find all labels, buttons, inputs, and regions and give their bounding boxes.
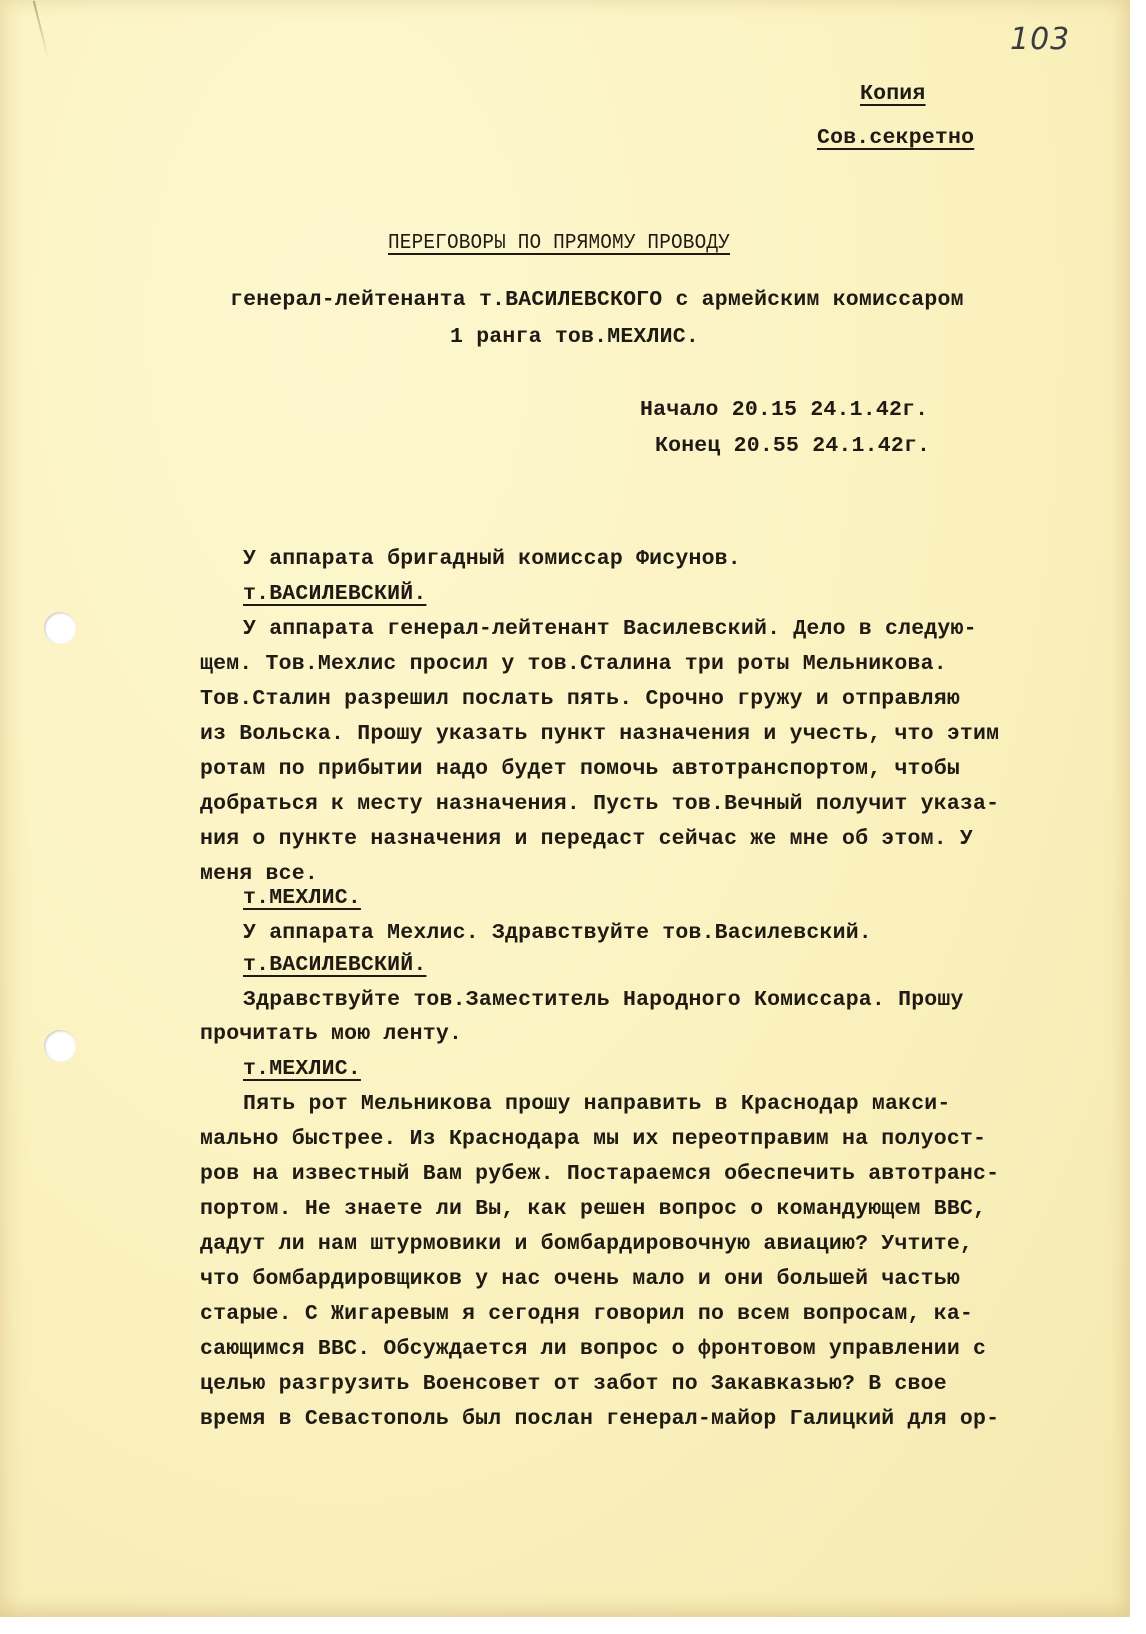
transcript-line: У аппарата генерал-лейтенант Василевский. Дело в следую- (243, 617, 977, 641)
paper-crease (33, 1, 49, 60)
transcript-line: целью разгрузить Военсовет от забот по Закавказью? В свое (200, 1372, 947, 1396)
transcript-line: ния о пункте назначения и передаст сейчас же мне об этом. У (200, 827, 974, 851)
transcript-line: ротам по прибытии надо будет помочь автотранспортом, чтобы (200, 757, 960, 781)
transcript-line: прочитать мою ленту. (200, 1022, 463, 1046)
punch-hole-bottom (44, 1030, 76, 1062)
transcript-line: мально быстрее. Из Краснодара мы их переотправим на полуост- (200, 1127, 987, 1151)
classification-mark: Сов.секретно (817, 126, 975, 150)
transcript-line: щем. Тов.Мехлис просил у тов.Сталина три роты Мельникова. (200, 652, 947, 676)
page-number-handwritten: 103 (1010, 22, 1071, 57)
transcript-line: добраться к месту назначения. Пусть тов.Вечный получит указа- (200, 792, 1000, 816)
transcript-line: сающимся ВВС. Обсуждается ли вопрос о фронтовом управлении с (200, 1337, 987, 1361)
transcript-line: У аппарата Мехлис. Здравствуйте тов.Василевский. (243, 921, 872, 945)
speaker-label: т.МЕХЛИС. (243, 886, 361, 910)
punch-hole-top (44, 612, 76, 644)
speaker-label: т.ВАСИЛЕВСКИЙ. (243, 582, 427, 606)
transcript-line: меня все. (200, 862, 318, 886)
subtitle-line-1: генерал-лейтенанта т.ВАСИЛЕВСКОГО с армейским комиссаром (230, 288, 964, 312)
transcript-line: портом. Не знаете ли Вы, как решен вопрос о командующем ВВС, (200, 1197, 987, 1221)
speaker-label: т.ВАСИЛЕВСКИЙ. (243, 953, 427, 977)
transcript-line: старые. С Жигаревым я сегодня говорил по всем вопросам, ка- (200, 1302, 974, 1326)
copy-mark: Копия (860, 82, 926, 106)
transcript-line: дадут ли нам штурмовики и бомбардировочную авиацию? Учтите, (200, 1232, 974, 1256)
transcript-line: что бомбардировщиков у нас очень мало и они большей частью (200, 1267, 960, 1291)
end-time: Конец 20.55 24.1.42г. (655, 434, 931, 458)
speaker-label: т.МЕХЛИС. (243, 1057, 361, 1081)
document-title: ПЕРЕГОВОРЫ ПО ПРЯМОМУ ПРОВОДУ (388, 231, 730, 255)
start-time: Начало 20.15 24.1.42г. (640, 398, 929, 422)
transcript-line: время в Севастополь был послан генерал-майор Галицкий для ор- (200, 1407, 1000, 1431)
transcript-line: из Вольска. Прошу указать пункт назначения и учесть, что этим (200, 722, 1000, 746)
transcript-line: Пять рот Мельникова прошу направить в Краснодар макси- (243, 1092, 951, 1116)
opening-line: У аппарата бригадный комиссар Фисунов. (243, 547, 741, 571)
transcript-line: Тов.Сталин разрешил послать пять. Срочно гружу и отправляю (200, 687, 960, 711)
transcript-line: Здравствуйте тов.Заместитель Народного Комиссара. Прошу (243, 988, 964, 1012)
transcript-line: ров на известный Вам рубеж. Постараемся обеспечить автотранс- (200, 1162, 1000, 1186)
subtitle-line-2: 1 ранга тов.МЕХЛИС. (450, 325, 699, 349)
